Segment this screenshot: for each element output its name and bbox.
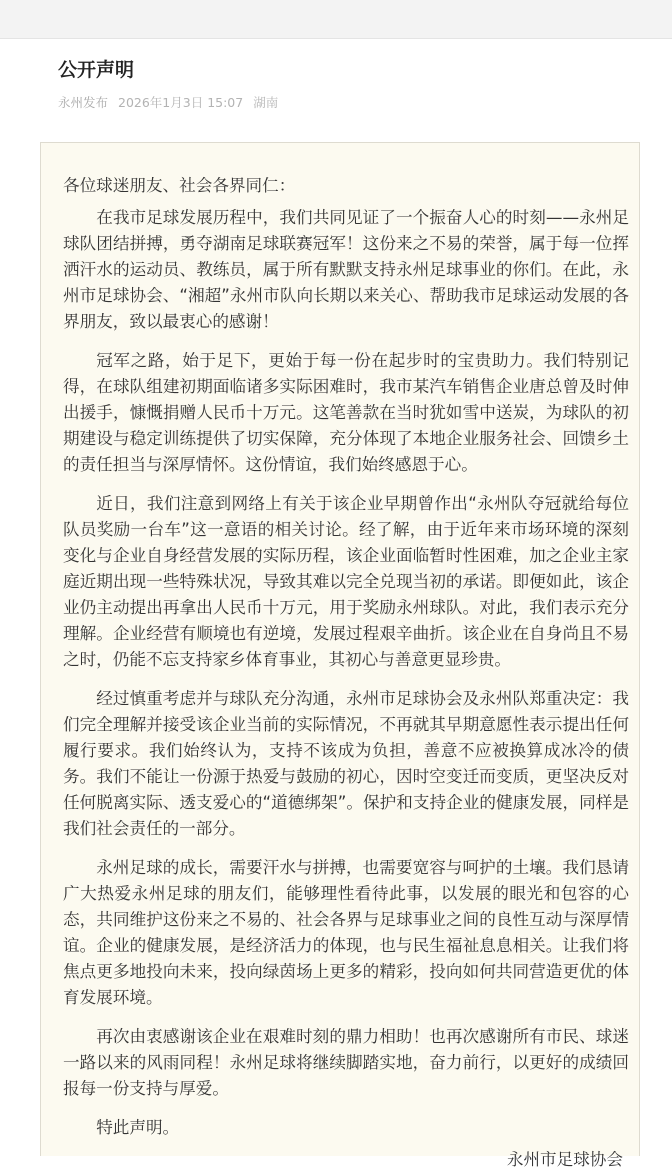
top-bar bbox=[0, 0, 672, 39]
paragraph-2: 冠军之路，始于足下，更始于每一份在起步时的宝贵助力。我们特别记得，在球队组建初期面临诸多实际困难时，我市某汽车销售企业唐总曾及时伸出援手，慷慨捐赠人民币十万元。这笔善款在当时犹如雪中送炭，为球队的初期建设与稳定训练提供了切实保障，充分体现了本地企业服务社会、回馈乡土的责任担当与深厚情怀。这份情谊，我们始终感恩于心。 bbox=[63, 351, 629, 474]
statement-body bbox=[40, 142, 640, 1169]
greeting: 各位球迷朋友、社会各界同仁： bbox=[63, 176, 296, 195]
paragraph-5: 永州足球的成长，需要汗水与拼搏，也需要宽容与呵护的土壤。我们恳请广大热爱永州足球的朋友们，能够理性看待此事，以发展的眼光和包容的心态，共同维护这份来之不易的、社会各界与足球事业之间的良性互动与深厚情谊。企业的健康发展，是经济活力的体现，也与民生福祉息息相关。让我们将焦点更多地投向未来，投向绿茵场上更多的精彩，投向如何共同营造更优的体育发展环境。 bbox=[63, 858, 629, 1007]
source-name-link[interactable]: 永州发布 bbox=[58, 95, 109, 110]
publish-location: 湖南 bbox=[253, 95, 279, 110]
paragraph-3: 近日，我们注意到网络上有关于该企业早期曾作出“永州队夺冠就给每位队员奖励一台车”这一意语的相关讨论。经了解，由于近年来市场环境的深刻变化与企业自身经营发展的实际历程，该企业面临暂时性困难，加之企业主家庭近期出现一些特殊状况，导致其难以完全兑现当初的承诺。即便如此，该企业仍主动提出再拿出人民币十万元，用于奖励永州球队。对此，我们表示充分理解。企业经营有顺境也有逆境，发展过程艰辛曲折。该企业在自身尚且不易之时，仍能不忘支持家乡体育事业，其初心与善意更显珍贵。 bbox=[63, 494, 629, 669]
closing-statement: 特此声明。 bbox=[96, 1118, 180, 1137]
statement-text bbox=[63, 173, 629, 1173]
signature: 永州市足球协会 bbox=[506, 1150, 623, 1169]
publish-datetime: 2026年1月3日 15:07 bbox=[118, 95, 244, 110]
article-meta bbox=[58, 95, 284, 111]
paragraph-1: 在我市足球发展历程中，我们共同见证了一个振奋人心的时刻——永州足球队团结拼搏，勇夺湖南足球联赛冠军！这份来之不易的荣誉，属于每一位挥洒汗水的运动员、教练员，属于所有默默支持永州足球事业的你们。在此，永州市足球协会、“湘超”永州市队向长期以来关心、帮助我市足球运动发展的各界朋友，致以最衷心的感谢！ bbox=[63, 208, 629, 331]
paragraph-6: 再次由衷感谢该企业在艰难时刻的鼎力相助！也再次感谢所有市民、球迷一路以来的风雨同程！永州足球将继续脚踏实地，奋力前行，以更好的成绩回报每一份支持与厚爱。 bbox=[63, 1027, 629, 1098]
paragraph-4: 经过慎重考虑并与球队充分沟通，永州市足球协会及永州队郑重决定：我们完全理解并接受该企业当前的实际情况，不再就其早期意愿性表示提出任何履行要求。我们始终认为，支持不该成为负担，善意不应被换算成冰冷的债务。我们不能让一份源于热爱与鼓励的初心，因时空变迁而变质，更坚决反对任何脱离实际、透支爱心的“道德绑架”。保护和支持企业的健康发展，同样是我们社会责任的一部分。 bbox=[63, 689, 629, 838]
article-title: 公开声明 bbox=[58, 59, 135, 81]
